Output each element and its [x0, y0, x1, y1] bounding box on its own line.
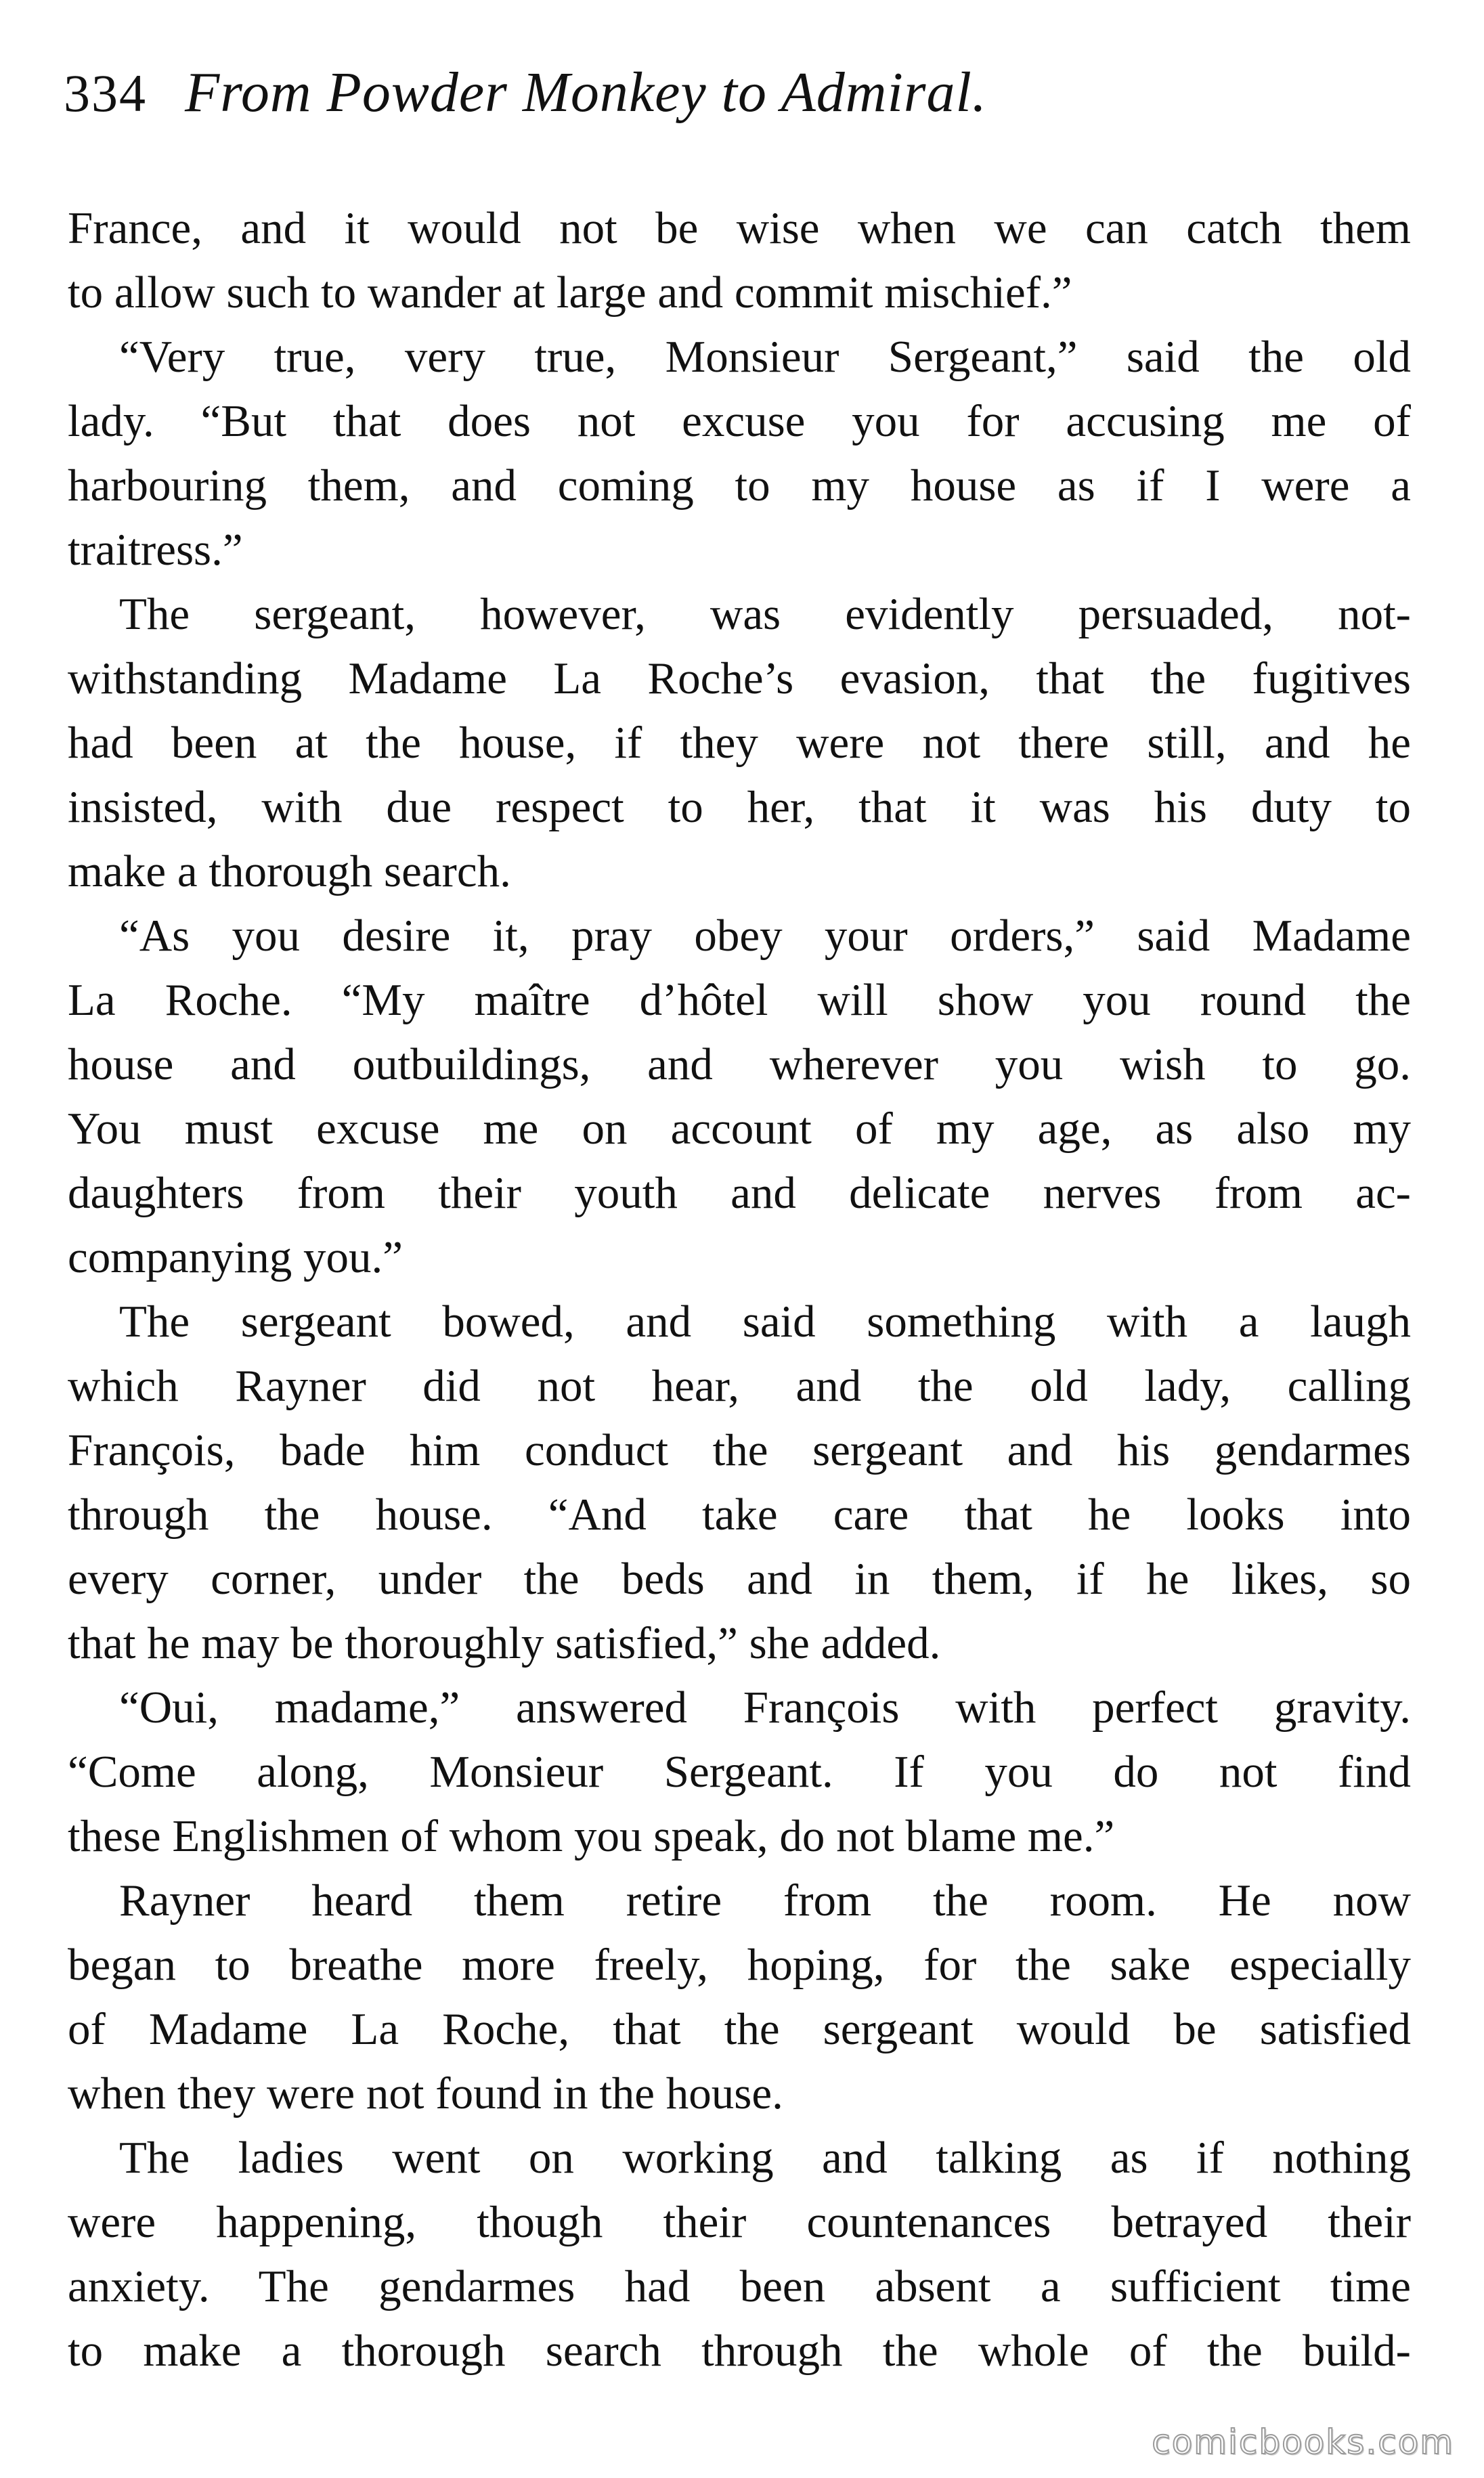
text-line: of Madame La Roche, that the sergeant would be satisfied: [68, 2004, 1411, 2054]
text-line: The sergeant, however, was evidently persuaded, not-: [119, 589, 1411, 639]
text-line: The ladies went on working and talking as if nothing: [119, 2133, 1411, 2183]
text-line: “Come along, Monsieur Sergeant. If you do not find: [68, 1747, 1411, 1797]
text-line: when they were not found in the house.: [68, 2068, 783, 2118]
body-text: [68, 196, 1411, 2383]
text-line: had been at the house, if they were not there still, and he: [68, 718, 1411, 768]
text-line: to allow such to wander at large and commit mischief.”: [68, 267, 1072, 318]
page-number: 334: [64, 64, 147, 123]
text-line: traitress.”: [68, 525, 243, 575]
text-line: withstanding Madame La Roche’s evasion, that the fugitives: [68, 653, 1411, 703]
text-line: to make a thorough search through the whole of the build-: [68, 2326, 1411, 2376]
text-line: house and outbuildings, and wherever you wish to go.: [68, 1039, 1411, 1089]
page-header: [64, 60, 987, 148]
text-line: which Rayner did not hear, and the old lady, calling: [68, 1361, 1411, 1411]
text-line: “Very true, very true, Monsieur Sergeant,” said the old: [119, 332, 1411, 382]
text-line: through the house. “And take care that he looks into: [68, 1490, 1411, 1540]
text-line: these Englishmen of whom you speak, do not blame me.”: [68, 1811, 1115, 1861]
watermark: comicbooks.com: [1152, 2422, 1454, 2462]
text-line: lady. “But that does not excuse you for accusing me of: [68, 396, 1411, 446]
text-line: companying you.”: [68, 1232, 403, 1282]
text-line: Rayner heard them retire from the room. He now: [119, 1875, 1411, 1926]
text-line: The sergeant bowed, and said something with a laugh: [119, 1297, 1411, 1347]
text-line: make a thorough search.: [68, 846, 511, 896]
running-title: From Powder Monkey to Admiral.: [185, 61, 987, 124]
text-line: “As you desire it, pray obey your orders,” said Madame: [119, 911, 1411, 961]
text-line: began to breathe more freely, hoping, for the sake especially: [68, 1940, 1411, 1990]
text-line: “Oui, madame,” answered François with perfect gravity.: [119, 1682, 1411, 1733]
text-line: insisted, with due respect to her, that it was his duty to: [68, 782, 1411, 832]
text-line: François, bade him conduct the sergeant and his gendarmes: [68, 1425, 1411, 1475]
text-line: You must excuse me on account of my age, as also my: [68, 1104, 1411, 1154]
text-line: anxiety. The gendarmes had been absent a sufficient time: [68, 2261, 1411, 2311]
text-line: daughters from their youth and delicate nerves from ac-: [68, 1168, 1411, 1218]
text-line: La Roche. “My maître d’hôtel will show you round the: [68, 975, 1411, 1025]
text-line: were happening, though their countenances betrayed their: [68, 2197, 1411, 2247]
text-line: France, and it would not be wise when we can catch them: [68, 203, 1411, 253]
text-line: every corner, under the beds and in them, if he likes, so: [68, 1554, 1411, 1604]
text-line: harbouring them, and coming to my house as if I were a: [68, 460, 1411, 510]
text-line: that he may be thoroughly satisfied,” she added.: [68, 1618, 941, 1668]
